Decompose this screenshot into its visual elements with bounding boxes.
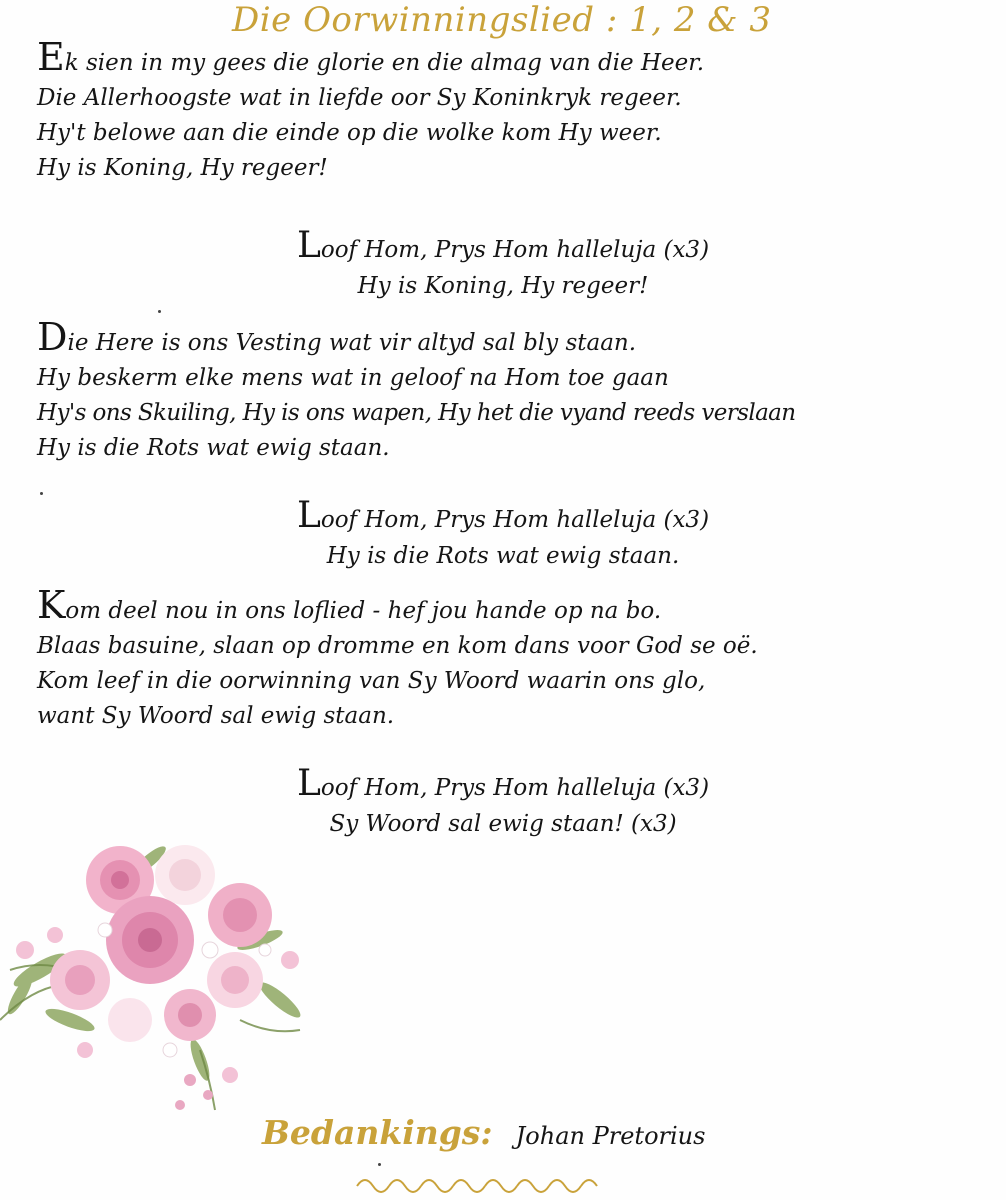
verse-line: Ek sien in my gees die glorie en die almag van die Heer.: [37, 35, 704, 79]
chorus-line: Hy is Koning, Hy regeer!: [357, 273, 649, 299]
acknowledgements: [262, 1108, 705, 1164]
scan-speck: [40, 492, 43, 495]
verse-line: Kom leef in die oorwinning van Sy Woord waarin ons glo,: [37, 668, 706, 694]
drop-initial: L: [296, 225, 321, 266]
chorus-line: Loof Hom, Prys Hom halleluja (x3): [296, 763, 710, 804]
flower-bouquet-illustration: [0, 820, 320, 1120]
drop-initial: K: [37, 583, 66, 627]
verse-line: Hy is Koning, Hy regeer!: [37, 155, 328, 181]
drop-initial: E: [37, 35, 65, 79]
verse-3: [37, 583, 987, 734]
song-title: Die Oorwinningslied : 1, 2 & 3: [232, 0, 772, 40]
chorus-line: Hy is die Rots wat ewig staan.: [326, 543, 680, 569]
drop-initial: L: [296, 495, 321, 536]
chorus-2: [0, 495, 1006, 574]
verse-line: Die Allerhoogste wat in liefde oor Sy Koninkryk regeer.: [37, 85, 682, 111]
verse-line: Die Here is ons Vesting wat vir altyd sal bly staan.: [37, 315, 637, 359]
verse-line: Hy beskerm elke mens wat in geloof na Hom toe gaan: [37, 365, 669, 391]
verse-line: Hy's ons Skuiling, Hy is ons wapen, Hy het die vyand reeds verslaan: [37, 400, 796, 426]
chorus-line: Loof Hom, Prys Hom halleluja (x3): [296, 225, 710, 266]
drop-initial: D: [37, 315, 68, 359]
verse-line: want Sy Woord sal ewig staan.: [37, 703, 395, 729]
drop-initial: L: [296, 763, 321, 804]
scan-speck: [158, 310, 161, 313]
chorus-line: Loof Hom, Prys Hom halleluja (x3): [296, 495, 710, 536]
verse-line: Hy't belowe aan die einde op die wolke kom Hy weer.: [37, 120, 662, 146]
acknowledgements-label: Bedankings:: [262, 1113, 493, 1152]
chorus-line: Sy Woord sal ewig staan! (x3): [329, 811, 677, 837]
gold-scroll-ornament: [352, 1168, 612, 1198]
acknowledgements-name: Johan Pretorius: [515, 1122, 706, 1150]
verse-2: [37, 315, 987, 466]
verse-1: [37, 35, 987, 186]
verse-line: Hy is die Rots wat ewig staan.: [37, 435, 390, 461]
chorus-1: [0, 225, 1006, 304]
verse-line: Kom deel nou in ons loflied - hef jou hande op na bo.: [37, 583, 662, 627]
verse-line: Blaas basuine, slaan op dromme en kom dans voor God se oë.: [37, 633, 758, 659]
scan-speck: [378, 1163, 381, 1166]
